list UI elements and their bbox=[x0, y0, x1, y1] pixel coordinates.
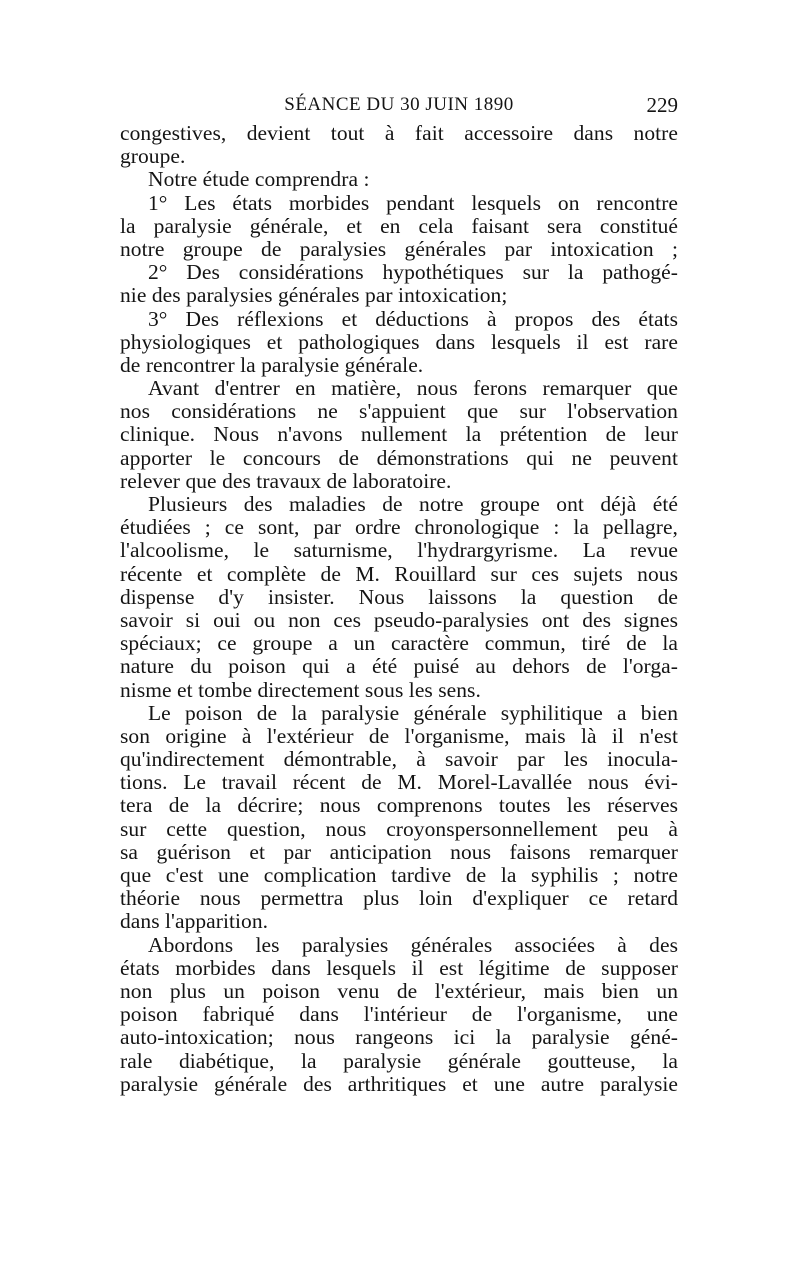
page-number: 229 bbox=[646, 93, 678, 117]
text-line: dans l'apparition. bbox=[120, 910, 269, 934]
text-line: Avant d'entrer en matière, nous ferons remarquer que bbox=[148, 377, 678, 401]
text-line: congestives, devient tout à fait accessoire dans notre bbox=[120, 122, 678, 145]
text-line: poison fabriqué dans l'intérieur de l'organisme, une bbox=[120, 1003, 678, 1027]
running-title: SÉANCE DU 30 JUIN 1890 bbox=[284, 94, 514, 115]
text-line: que c'est une complication tardive de la syphilis ; notre bbox=[120, 864, 678, 887]
text-line: sa guérison et par anticipation nous faisons remarquer bbox=[120, 840, 678, 864]
text-line: récente et complète de M. Rouillard sur ces sujets nous bbox=[120, 562, 678, 586]
text-line: la paralysie générale, et en cela faisant sera constitué bbox=[120, 214, 678, 238]
text-line: Abordons les paralysies générales associées à des bbox=[148, 933, 678, 957]
text-line: clinique. Nous n'avons nullement la prétention de leur bbox=[120, 423, 678, 447]
text-line: états morbides dans lesquels il est légitime de supposer bbox=[120, 956, 678, 980]
text-line: Plusieurs des maladies de notre groupe ont déjà été bbox=[148, 493, 678, 516]
text-line: spéciaux; ce groupe a un caractère commun, tiré de la bbox=[120, 632, 678, 656]
text-line: Notre étude comprendra : bbox=[148, 168, 370, 192]
running-head bbox=[120, 88, 678, 122]
text-line: savoir si oui ou non ces pseudo-paralysies ont des signes bbox=[120, 608, 678, 632]
text-line: sur cette question, nous croyonspersonnellement peu à bbox=[120, 817, 678, 841]
text-line: non plus un poison venu de l'extérieur, mais bien un bbox=[120, 979, 678, 1003]
text-line: nos considérations ne s'appuient que sur l'observation bbox=[120, 400, 678, 424]
text-line: nature du poison qui a été puisé au dehors de l'orga- bbox=[120, 655, 678, 679]
text-line: de rencontrer la paralysie générale. bbox=[120, 353, 424, 377]
text-line: dispense d'y insister. Nous laissons la question de bbox=[120, 585, 678, 609]
text-line: 3° Des réflexions et déductions à propos des états bbox=[148, 307, 678, 331]
text-line: tera de la décrire; nous comprenons toutes les réserves bbox=[120, 794, 678, 818]
text-line: 1° Les états morbides pendant lesquels on rencontre bbox=[148, 191, 678, 215]
text-line: apporter le concours de démonstrations qui ne peuvent bbox=[120, 446, 678, 470]
text-line: groupe. bbox=[120, 145, 186, 169]
text-line: notre groupe de paralysies générales par intoxication ; bbox=[120, 237, 678, 261]
text-line: étudiées ; ce sont, par ordre chronologique : la pellagre, bbox=[120, 516, 678, 540]
text-line: rale diabétique, la paralysie générale goutteuse, la bbox=[120, 1049, 678, 1073]
text-line: physiologiques et pathologiques dans lesquels il est rare bbox=[120, 330, 678, 354]
text-line: Le poison de la paralysie générale syphilitique a bien bbox=[148, 701, 678, 725]
book-page bbox=[120, 88, 678, 1096]
text-line: qu'indirectement démontrable, à savoir par les inocula- bbox=[120, 748, 678, 772]
text-line: 2° Des considérations hypothétiques sur la pathogé- bbox=[148, 261, 678, 285]
text-line: relever que des travaux de laboratoire. bbox=[120, 469, 452, 493]
text-line: paralysie générale des arthritiques et une autre paralysie bbox=[120, 1072, 678, 1096]
body-text bbox=[120, 122, 678, 1096]
text-line: l'alcoolisme, le saturnisme, l'hydrargyrisme. La revue bbox=[120, 539, 678, 563]
text-line: auto-intoxication; nous rangeons ici la paralysie géné- bbox=[120, 1026, 678, 1050]
text-line: tions. Le travail récent de M. Morel-Lavallée nous évi- bbox=[120, 771, 678, 795]
text-line: nisme et tombe directement sous les sens. bbox=[120, 678, 481, 702]
text-line: théorie nous permettra plus loin d'expliquer ce retard bbox=[120, 887, 678, 911]
text-line: nie des paralysies générales par intoxication; bbox=[120, 284, 508, 308]
text-line: son origine à l'extérieur de l'organisme, mais là il n'est bbox=[120, 724, 678, 748]
